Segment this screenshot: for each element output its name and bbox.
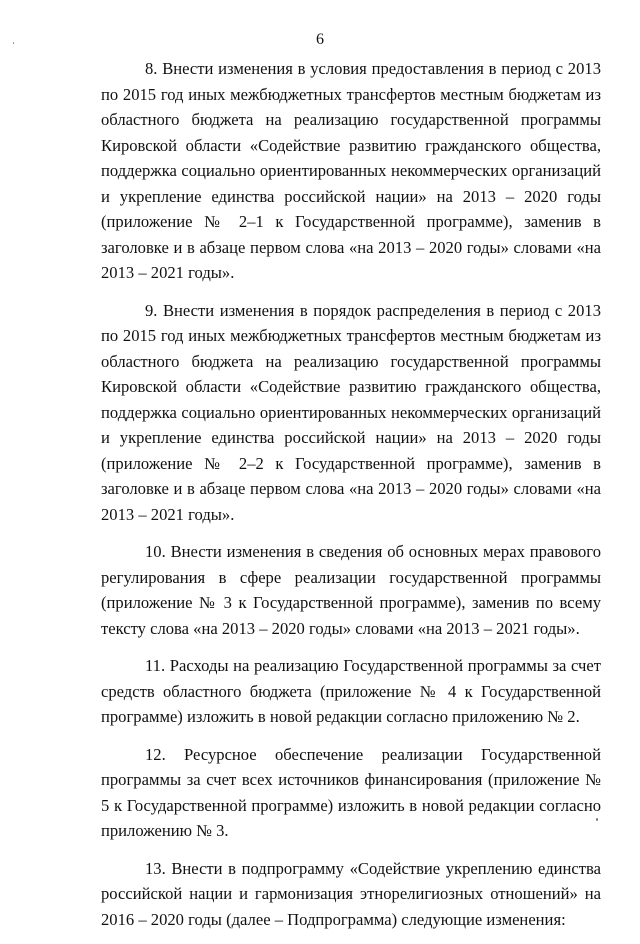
paragraph-11: 11. Расходы на реализацию Государственной программы за счет средств областного бюджета (приложение № 4 к Государственной программе) изложить в новой редакции согласно приложению № 2. xyxy=(101,656,601,726)
scan-speck xyxy=(596,818,598,821)
page-number: 6 xyxy=(316,31,324,48)
paragraph-10: 10. Внести изменения в сведения об основных мерах правового регулирования в сфере реализации государственной программы (приложение № 3 к Государственной программе), заменив по всему тексту слова «на 2013 – 2020 годы» словами «на 2013 – 2021 годы». xyxy=(101,542,601,638)
paragraph-8: 8. Внести изменения в условия предоставления в период с 2013 по 2015 год иных межбюджетных трансфертов местным бюджетам из областного бюджета на реализацию государственной программы Кировской области «Содействие развитию гражданского общества, поддержка социально ориентированных некоммерческих организаций и укрепление единства российской нации» на 2013 – 2020 годы (приложение № 2–1 к Государственной программе), заменив в заголовке и в абзаце первом слова «на 2013 – 2020 годы» словами «на 2013 – 2021 годы». xyxy=(101,59,601,282)
paragraph-12: 12. Ресурсное обеспечение реализации Государственной программы за счет всех источников финансирования (приложение № 5 к Государственной программе) изложить в новой редакции согласно приложению № 3. xyxy=(101,744,601,840)
paragraph-9: 9. Внести изменения в порядок распределения в период с 2013 по 2015 год иных межбюджетных трансфертов местным бюджетам из областного бюджета на реализацию государственной программы Кировской области «Содействие развитию гражданского общества, поддержка социально ориентированных некоммерческих организаций и укрепление единства российской нации» на 2013 – 2020 годы (приложение № 2–2 к Государственной программе), заменив в заголовке и в абзаце первом слова «на 2013 – 2020 годы» словами «на 2013 – 2021 годы». xyxy=(101,300,601,524)
scan-speck xyxy=(13,42,14,44)
document-body xyxy=(101,56,601,944)
paragraph-13: 13. Внести в подпрограмму «Содействие укреплению единства российской нации и гармонизация этнорелигиозных отношений» на 2016 – 2020 годы (далее – Подпрограмма) следующие изменения: xyxy=(101,858,601,929)
